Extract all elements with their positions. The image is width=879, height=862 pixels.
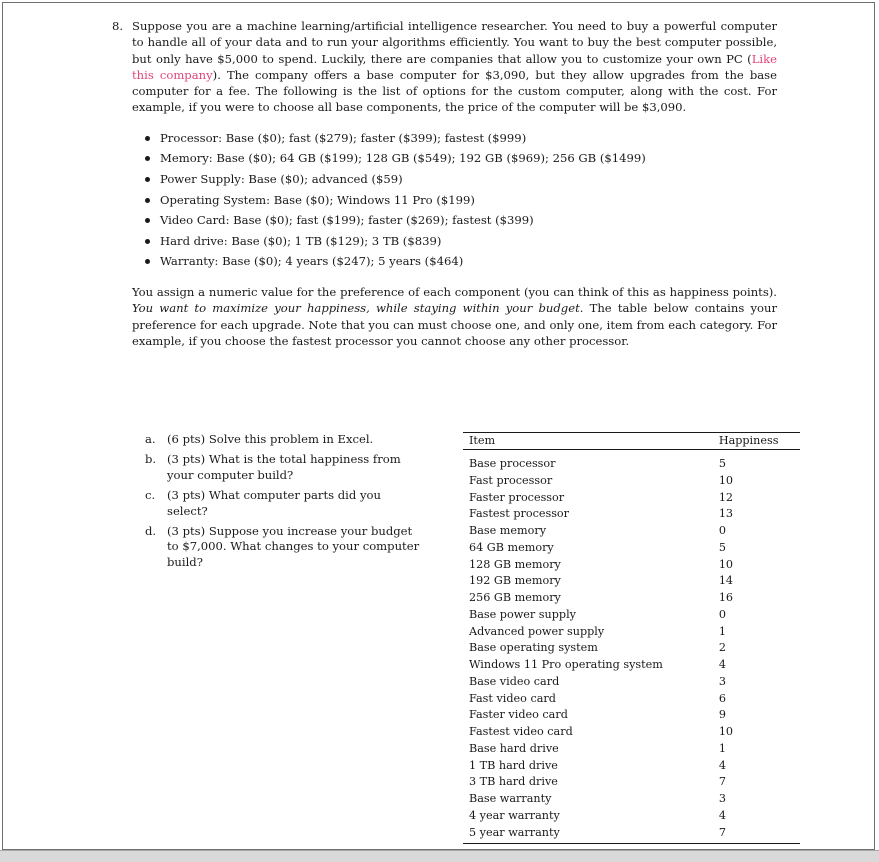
table-row [463,791,800,808]
cell-happiness: 1 [718,624,726,638]
cell-happiness: 3 [718,674,726,688]
viewer-bottom-bar [0,850,879,862]
question-label: b. [145,452,157,467]
option-warranty: Warranty: Base ($0); 4 years ($247); 5 years ($464) [144,251,777,272]
cell-item: Fastest processor [469,507,570,521]
question-text: (3 pts) What is the total happiness from your computer build? [167,452,401,482]
cell-happiness: 16 [718,591,734,604]
cell-happiness: 14 [718,574,734,588]
cell-happiness: 0 [718,524,726,537]
cell-item: Faster processor [469,490,565,504]
cell-happiness: 10 [718,725,734,738]
table-row [463,607,800,624]
cell-happiness: 0 [718,607,726,621]
cell-item: 128 GB memory [469,557,561,571]
cell-item: 4 year warranty [469,808,560,822]
cell-item: Advanced power supply [469,624,605,638]
question-a [145,432,423,447]
cell-happiness: 5 [718,540,726,554]
table-row [463,640,800,657]
option-video-card: Video Card: Base ($0); fast ($199); faster ($269); fastest ($399) [144,210,777,231]
cell-item: Faster video card [469,708,568,722]
question-label: d. [145,524,157,539]
question-b [145,452,423,483]
cell-item: Fastest video card [469,725,573,738]
table-body [463,450,800,844]
cell-happiness: 1 [718,741,726,755]
question-text: (3 pts) Suppose you increase your budget to $7,000. What changes to your computer build? [167,524,420,569]
table-row [463,523,800,540]
option-power-supply: Power Supply: Base ($0); advanced ($59) [144,169,777,190]
cell-item: 192 GB memory [469,574,561,588]
cell-item: Base power supply [469,607,576,621]
problem-content [112,18,777,349]
cell-item: Fast processor [469,473,553,487]
table-row [463,450,800,473]
cell-item: 3 TB hard drive [469,775,558,789]
company-link[interactable]: Like this company [132,51,777,82]
preference-text-1: You assign a numeric value for the preference of each component (you can think of this as happiness points). [132,284,777,299]
option-hard-drive: Hard drive: Base ($0); 1 TB ($129); 3 TB ($839) [144,231,777,252]
table-row [463,473,800,490]
question-text: (6 pts) Solve this problem in Excel. [167,432,374,446]
cell-happiness: 4 [718,808,726,822]
table-row [463,657,800,674]
option-memory: Memory: Base ($0); 64 GB ($199); 128 GB ($549); 192 GB ($969); 256 GB ($1499) [144,148,777,169]
table-row [463,506,800,523]
table-row [463,490,800,507]
question-d [145,524,423,570]
table-row [463,741,800,758]
question-label: a. [145,432,156,446]
table-header-row [463,433,800,450]
table-row [463,590,800,607]
cell-item: Windows 11 Pro operating system [469,658,663,671]
cell-item: Base memory [469,524,547,537]
cell-happiness: 4 [718,658,726,671]
question-label: c. [145,488,156,503]
table-row [463,808,800,825]
cell-happiness: 13 [718,507,734,521]
cell-happiness: 4 [718,758,726,772]
question-c [145,488,423,519]
cell-item: Base video card [469,674,560,688]
questions-list [145,432,423,575]
problem-text-intro: Suppose you are a machine learning/artificial intelligence researcher. You need to buy a powerful computer to handle all of your data and to run your algorithms efficiently. You want to buy the best computer possible, but only have $5,000 to spend. Luckily, there are companies that allow you to customize your own PC ( [132,19,777,66]
table-row [463,724,800,741]
header-item: Item [463,433,715,450]
table-row [463,691,800,708]
cell-item: 256 GB memory [469,591,561,604]
happiness-table-wrapper [463,432,800,844]
cell-happiness: 2 [718,641,726,655]
cell-happiness: 10 [718,473,734,487]
header-happiness: Happiness [715,433,800,450]
cell-item: 64 GB memory [469,540,554,554]
cell-happiness: 12 [718,490,734,504]
table-row [463,573,800,590]
table-row [463,624,800,641]
cell-item: 5 year warranty [463,825,715,844]
option-processor: Processor: Base ($0); fast ($279); faster ($399); fastest ($999) [144,128,777,149]
question-text: (3 pts) What computer parts did you select? [167,488,381,518]
cell-item: Base processor [469,457,556,470]
cell-happiness: 7 [715,825,800,844]
table-row [463,825,800,844]
cell-happiness: 3 [718,792,726,805]
cell-item: Fast video card [469,691,556,705]
cell-happiness: 6 [718,691,726,705]
table-row [463,557,800,574]
options-list [144,128,777,272]
table-row [463,758,800,775]
preference-paragraph [132,284,777,349]
problem-statement [112,18,777,116]
cell-happiness: 7 [718,775,726,789]
cell-happiness: 5 [718,457,726,470]
cell-happiness: 9 [718,708,726,722]
cell-item: Base hard drive [469,741,559,755]
cell-item: 1 TB hard drive [469,758,558,772]
cell-item: Base warranty [469,792,552,805]
table-row [463,774,800,791]
option-operating-system: Operating System: Base ($0); Windows 11 Pro ($199) [144,190,777,211]
preference-text-2: The table below contains your preference for each upgrade. Note that you can must choose one, and only one, item from each category. For example, if you choose the fastest processor you cannot choose any other processor. [132,301,777,348]
preference-italic: You want to maximize your happiness, while staying within your budget. [132,301,584,316]
table-row [463,540,800,557]
problem-text-rest: ). The company offers a base computer for $3,090, but they allow upgrades from the base computer for a fee. The following is the list of options for the custom computer, along with the cost. For example, if you were to choose all base components, the price of the computer will be $3,090. [132,67,777,115]
happiness-table [463,432,800,844]
cell-happiness: 10 [718,557,734,571]
problem-number: 8. [112,19,124,33]
cell-item: Base operating system [469,641,598,655]
table-row [463,674,800,691]
table-row [463,707,800,724]
